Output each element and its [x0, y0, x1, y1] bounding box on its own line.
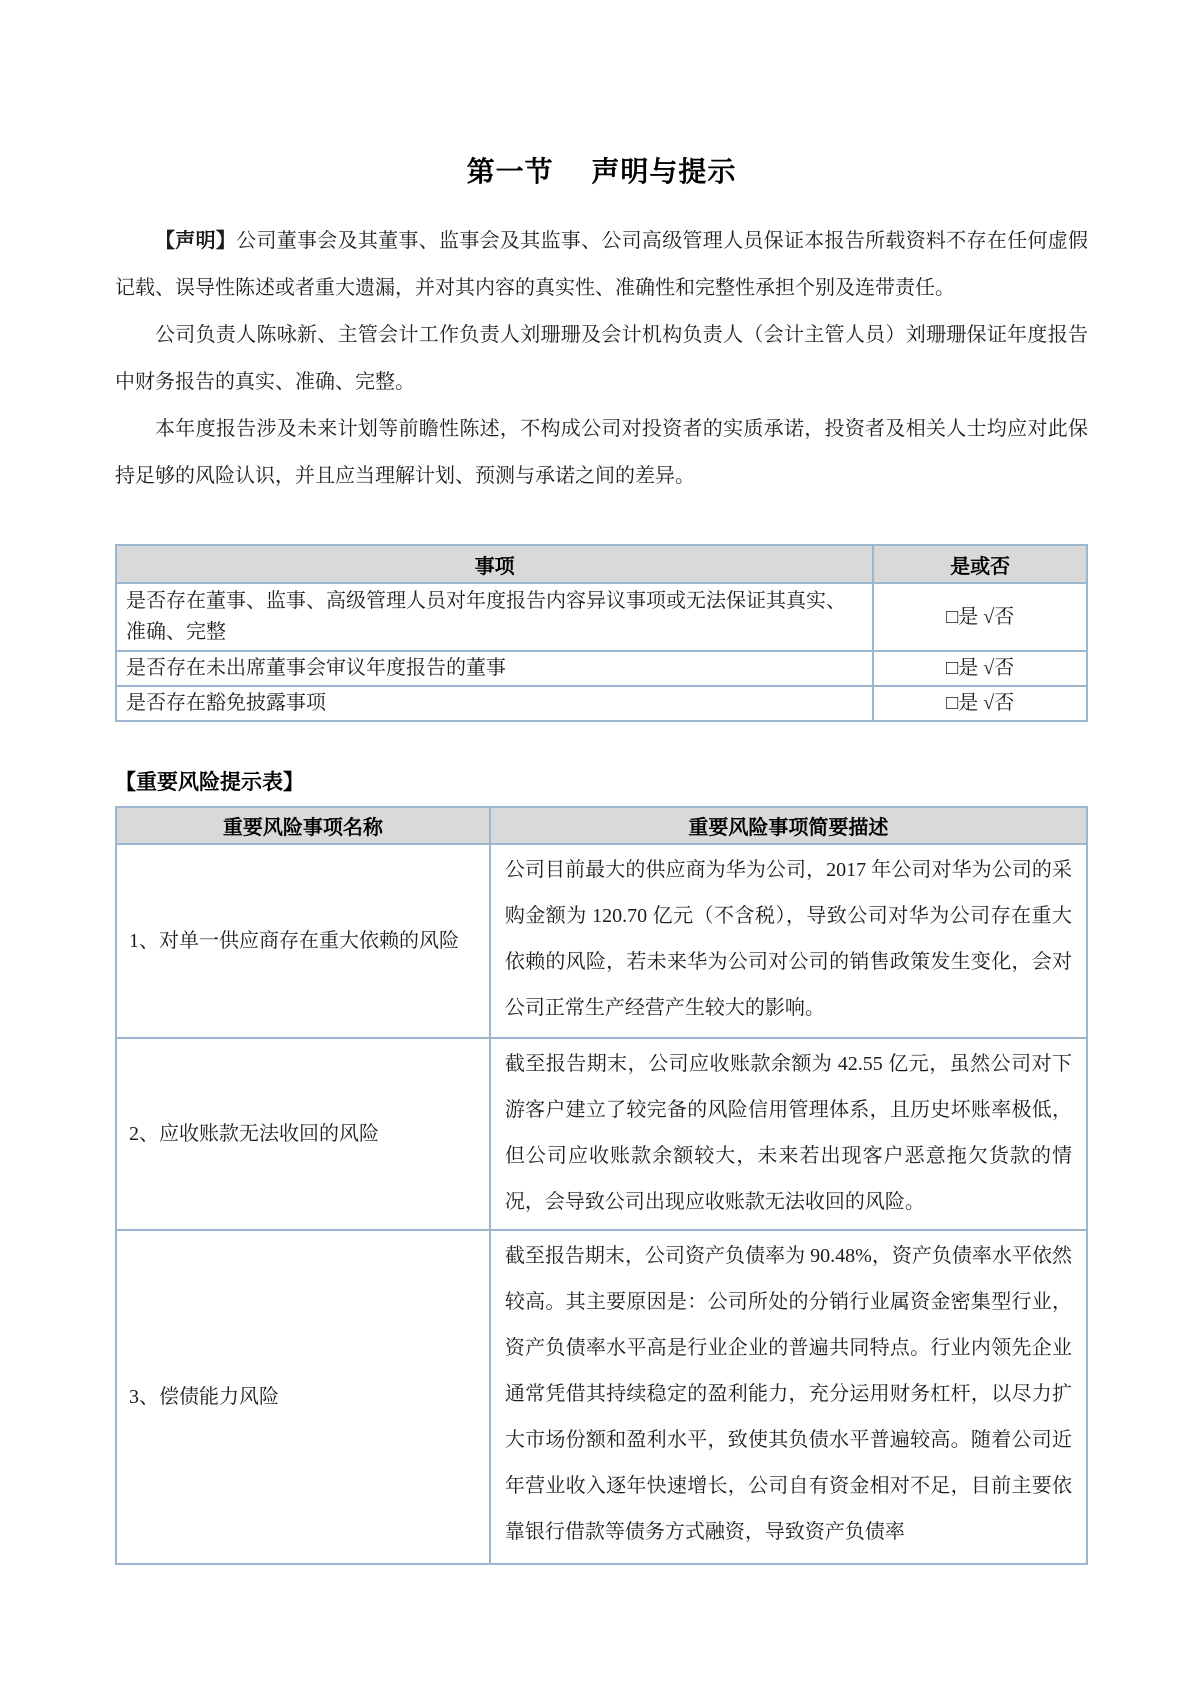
- table-header-row: [116, 807, 1087, 844]
- item-cell: 是否存在未出席董事会审议年度报告的董事: [116, 651, 873, 686]
- risk-table-header: [116, 807, 1087, 844]
- declaration-paragraph-text: 公司董事会及其董事、监事会及其监事、公司高级管理人员保证本报告所载资料不存在任何虚假记载、误导性陈述或者重大遗漏，并对其内容的真实性、准确性和完整性承担个别及连带责任。: [115, 230, 1089, 299]
- table-row: [116, 844, 1087, 1038]
- table-row: [116, 686, 1087, 721]
- item-cell: 是否存在豁免披露事项: [116, 686, 873, 721]
- declaration-table-header: [116, 545, 1087, 583]
- declaration-label: 【声明】: [155, 230, 237, 252]
- table-header-row: [116, 545, 1087, 583]
- col-header-yesno: 是或否: [873, 545, 1087, 583]
- risk-table: [115, 806, 1088, 1565]
- risk-name-cell: 2、应收账款无法收回的风险: [116, 1038, 490, 1230]
- answer-cell: □是 √否: [873, 651, 1087, 686]
- item-cell: 是否存在董事、监事、高级管理人员对年度报告内容异议事项或无法保证其真实、准确、完整: [116, 583, 873, 651]
- risk-name-cell: 1、对单一供应商存在重大依赖的风险: [116, 844, 490, 1038]
- table-row: [116, 651, 1087, 686]
- page-content: [115, 0, 1088, 1565]
- forward-statement-paragraph: 本年度报告涉及未来计划等前瞻性陈述，不构成公司对投资者的实质承诺，投资者及相关人士均应对此保持足够的风险认识，并且应当理解计划、预测与承诺之间的差异。: [115, 418, 1088, 487]
- table-row: [116, 583, 1087, 651]
- section-title: 第一节 声明与提示: [466, 156, 737, 187]
- col-header-risk-name: 重要风险事项名称: [116, 807, 490, 844]
- table-row: [116, 1038, 1087, 1230]
- declaration-table: [115, 544, 1088, 722]
- answer-cell: □是 √否: [873, 686, 1087, 721]
- responsibility-paragraph: 公司负责人陈咏新、主管会计工作负责人刘珊珊及会计机构负责人（会计主管人员）刘珊珊保证年度报告中财务报告的真实、准确、完整。: [115, 324, 1088, 393]
- table-row: [116, 1230, 1087, 1564]
- answer-cell: □是 √否: [873, 583, 1087, 651]
- risk-desc-cell: 截至报告期末，公司应收账款余额为 42.55 亿元，虽然公司对下游客户建立了较完备的风险信用管理体系，且历史坏账率极低，但公司应收账款余额较大，未来若出现客户恶意拖欠货款的情况，会导致公司出现应收账款无法收回的风险。: [490, 1038, 1087, 1230]
- col-header-item: 事项: [116, 545, 873, 583]
- risk-table-heading: 【重要风险提示表】: [115, 771, 304, 794]
- col-header-risk-desc: 重要风险事项简要描述: [490, 807, 1087, 844]
- declaration-paragraph: [115, 218, 1088, 312]
- risk-desc-cell: 截至报告期末，公司资产负债率为 90.48%，资产负债率水平依然较高。其主要原因是：公司所处的分销行业属资金密集型行业，资产负债率水平高是行业企业的普遍共同特点。行业内领先企业通常凭借其持续稳定的盈利能力，充分运用财务杠杆，以尽力扩大市场份额和盈利水平，致使其负债水平普遍较高。随着公司近年营业收入逐年快速增长，公司自有资金相对不足，目前主要依靠银行借款等债务方式融资，导致资产负债率: [490, 1230, 1087, 1564]
- risk-name-cell: 3、偿债能力风险: [116, 1230, 490, 1564]
- risk-desc-cell: 公司目前最大的供应商为华为公司，2017 年公司对华为公司的采购金额为 120.70 亿元（不含税），导致公司对华为公司存在重大依赖的风险，若未来华为公司对公司的销售政策发生变化，会对公司正常生产经营产生较大的影响。: [490, 844, 1087, 1038]
